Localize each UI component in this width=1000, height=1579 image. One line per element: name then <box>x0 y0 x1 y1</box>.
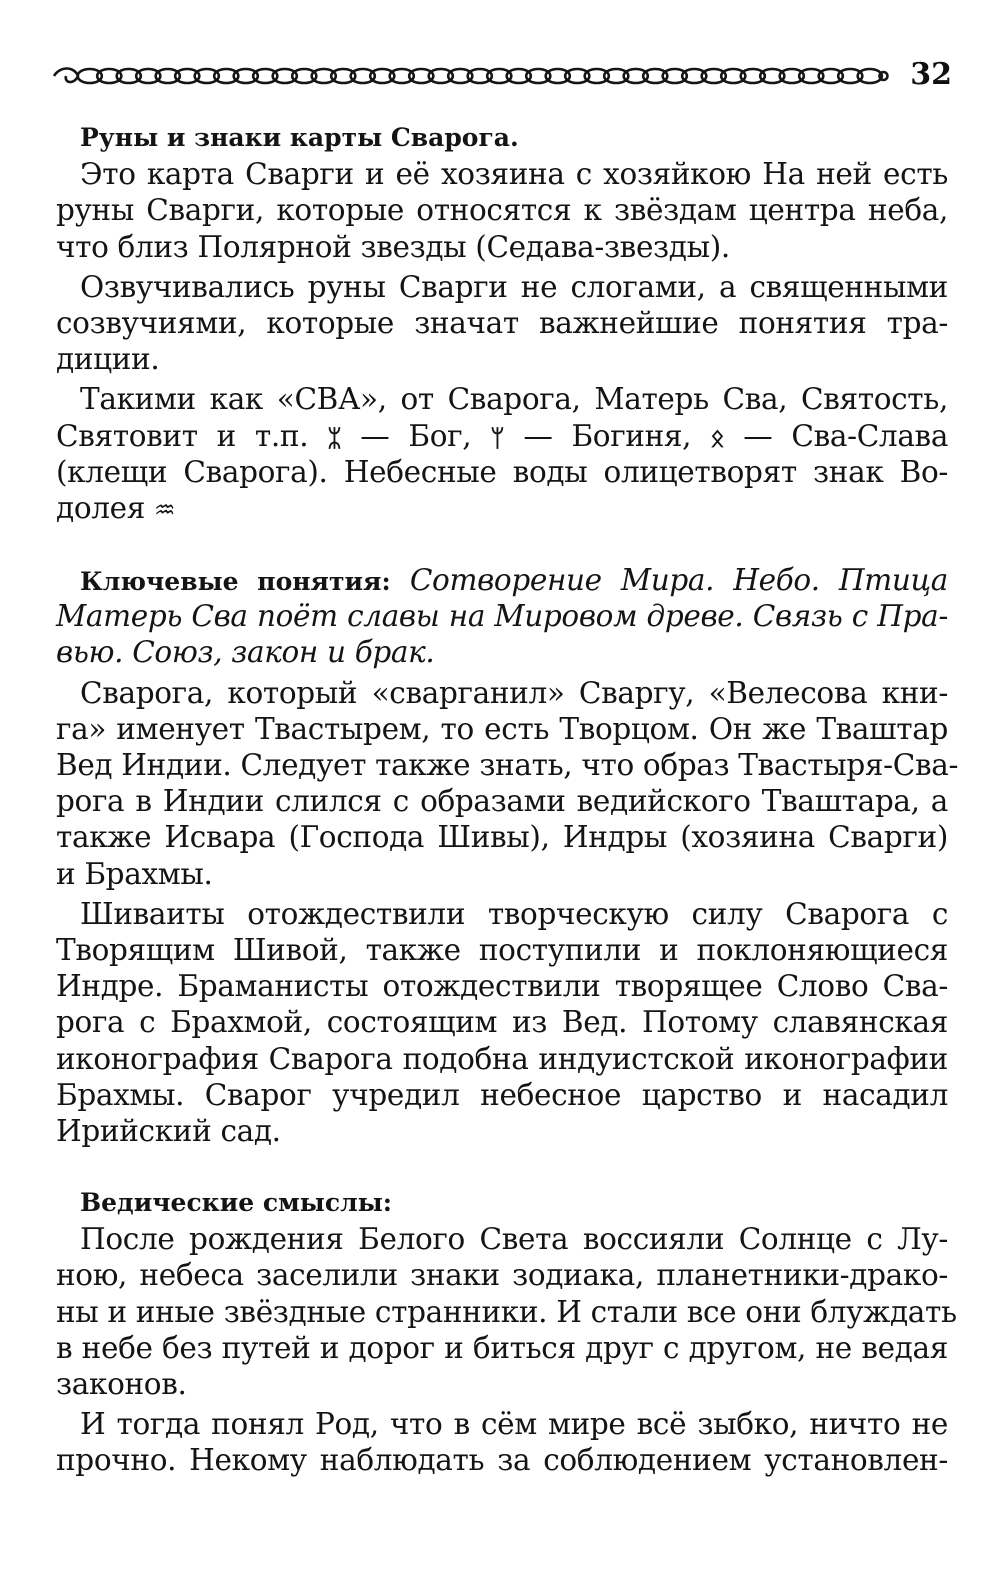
italic-text-line: Матерь Сва поёт славы на Мировом древе. Связь с Пра- <box>56 599 948 634</box>
text-line: Сварога, который «сварганил» Сваргу, «Велесова кни- <box>80 675 948 710</box>
section-heading-key-concepts: Ключевые понятия: <box>80 567 391 597</box>
text-line: Это карта Сварги и её хозяина с хозяйкою На ней есть <box>80 157 948 192</box>
text-line: Такими как «СВА», от Сварога, Матерь Сва, Святость, <box>80 382 948 417</box>
text-line: га» именует Твастырем, то есть Творцом. Он же Тваштар <box>56 711 948 746</box>
braided-border-ornament <box>52 63 890 89</box>
section-heading-vedic-meanings: Ведические смыслы: <box>80 1188 393 1218</box>
text-line: Творящим Шивой, также поступили и поклоняющиеся <box>56 932 948 967</box>
text-line: законов. <box>56 1367 187 1401</box>
text-line: также Исвара (Господа Шивы), Индры (хозяина Сварги) <box>56 820 948 855</box>
rune-goddess-icon: ᛘ <box>490 423 505 452</box>
text-line: (клещи Сварога). Небесные воды олицетворят знак Во- <box>56 454 948 489</box>
text-line: рога в Индии слился с образами ведийского Тваштара, а <box>56 784 948 819</box>
page-header <box>52 55 952 99</box>
text-line-with-aquarius <box>56 490 948 526</box>
italic-text: Сотворение Мира. Небо. Птица <box>409 563 948 598</box>
text-line: Вед Индии. Следует также знать, что образ Твастыря-Сва- <box>56 748 959 782</box>
text-line: Брахмы. Сварог учредил небесное царство и насадил <box>56 1077 948 1112</box>
ornament-curl <box>54 69 78 83</box>
text-line: И тогда понял Род, что в сём мире всё зыбко, ничто не <box>80 1407 948 1442</box>
text-line: Индре. Браманисты отождествили творящее Слово Сва- <box>56 969 948 1004</box>
text-line: рога с Брахмой, состоящим из Вед. Потому славянская <box>56 1005 948 1040</box>
text-line-with-runes <box>56 418 948 454</box>
text-line: что близ Полярной звезды (Седава-звезды). <box>56 229 730 264</box>
text-fragment: — Бог, <box>360 418 472 453</box>
text-line: Озвучивались руны Сварги не слогами, а священными <box>80 269 948 304</box>
text-line: в небе без путей и дорог и биться друг с другом, не ведая <box>56 1330 948 1365</box>
page-text <box>56 120 959 1479</box>
text-line: прочно. Некому наблюдать за соблюдением установлен- <box>56 1443 948 1478</box>
text-line: ною, небеса заселили знаки зодиака, планетники-драко- <box>56 1258 948 1293</box>
rune-sva-icon: ᛟ <box>710 423 725 452</box>
text-fragment: Святовит и т.п. <box>56 418 309 453</box>
text-fragment: долея <box>56 490 145 525</box>
text-line: руны Сварги, которые относятся к звёздам центра неба, <box>56 193 948 228</box>
text-line: иконография Сварога подобна индуистской иконографии <box>56 1041 948 1076</box>
page-number: 32 <box>910 57 952 92</box>
section-heading-runes: Руны и знаки карты Сварога. <box>80 123 519 152</box>
key-concepts-line <box>56 562 948 598</box>
aquarius-sign-icon: ♒ <box>154 495 176 524</box>
text-line: и Брахмы. <box>56 856 213 891</box>
text-fragment: — Богиня, <box>523 418 692 453</box>
text-line: После рождения Белого Света воссияли Солнце с Лу- <box>80 1222 948 1257</box>
text-line: Ирийский сад. <box>56 1113 281 1148</box>
italic-text-line: вью. Союз, закон и брак. <box>56 635 435 670</box>
rune-god-icon: ᛯ <box>327 423 342 452</box>
text-fragment: — Сва-Слава <box>743 418 949 453</box>
ornament-cap <box>880 72 888 80</box>
text-line: диции. <box>56 342 160 377</box>
text-line: созвучиями, которые значат важнейшие понятия тра- <box>56 305 948 340</box>
text-line: Шиваиты отождествили творческую силу Сварога с <box>80 896 948 931</box>
text-line: ны и иные звёздные странники. И стали все они блуждать <box>56 1294 957 1329</box>
